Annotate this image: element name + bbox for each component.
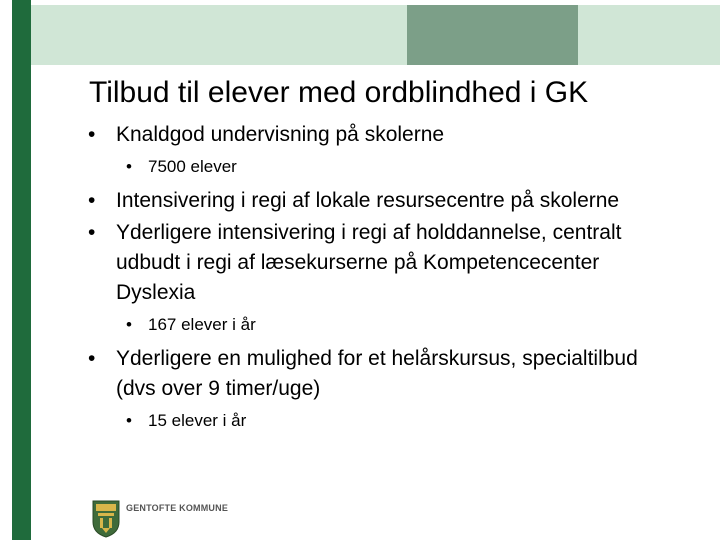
- bullet-icon: •: [126, 157, 132, 176]
- bullet-text: 167 elever i år: [148, 315, 256, 334]
- logo-text: GENTOFTE KOMMUNE: [126, 503, 229, 513]
- bullet-text: Intensivering i regi af lokale resursecentre på skolerne: [116, 189, 620, 212]
- bullet-text: 7500 elever: [148, 157, 237, 176]
- header-band: [31, 5, 720, 65]
- coat-of-arms-icon: [92, 500, 120, 538]
- sub-bullet-item: [88, 406, 648, 436]
- municipality-logo: [92, 500, 228, 538]
- slide-title: Tilbud til elever med ordblindhed i GK: [89, 76, 589, 109]
- bullet-item: [88, 344, 648, 404]
- bullet-text: Yderligere intensivering i regi af holddannelse, centralt udbudt i regi af læsekurserne på Kompetencecenter Dyslexia: [116, 221, 622, 304]
- bullet-icon: •: [88, 221, 96, 244]
- side-accent-bar: [12, 0, 31, 540]
- bullet-item: [88, 218, 648, 308]
- header-accent-block: [407, 5, 578, 65]
- bullet-text: 15 elever i år: [148, 411, 247, 430]
- bullet-icon: •: [126, 411, 132, 430]
- bullet-list: [88, 120, 648, 436]
- bullet-icon: •: [88, 347, 96, 370]
- sub-bullet-item: [88, 152, 648, 182]
- bullet-item: [88, 186, 648, 216]
- bullet-text: Yderligere en mulighed for et helårskursus, specialtilbud (dvs over 9 timer/uge): [116, 347, 638, 400]
- bullet-icon: •: [88, 189, 96, 212]
- bullet-icon: •: [88, 123, 96, 146]
- bullet-item: [88, 120, 648, 150]
- bullet-text: Knaldgod undervisning på skolerne: [116, 123, 445, 146]
- bullet-icon: •: [126, 315, 132, 334]
- sub-bullet-item: [88, 310, 648, 340]
